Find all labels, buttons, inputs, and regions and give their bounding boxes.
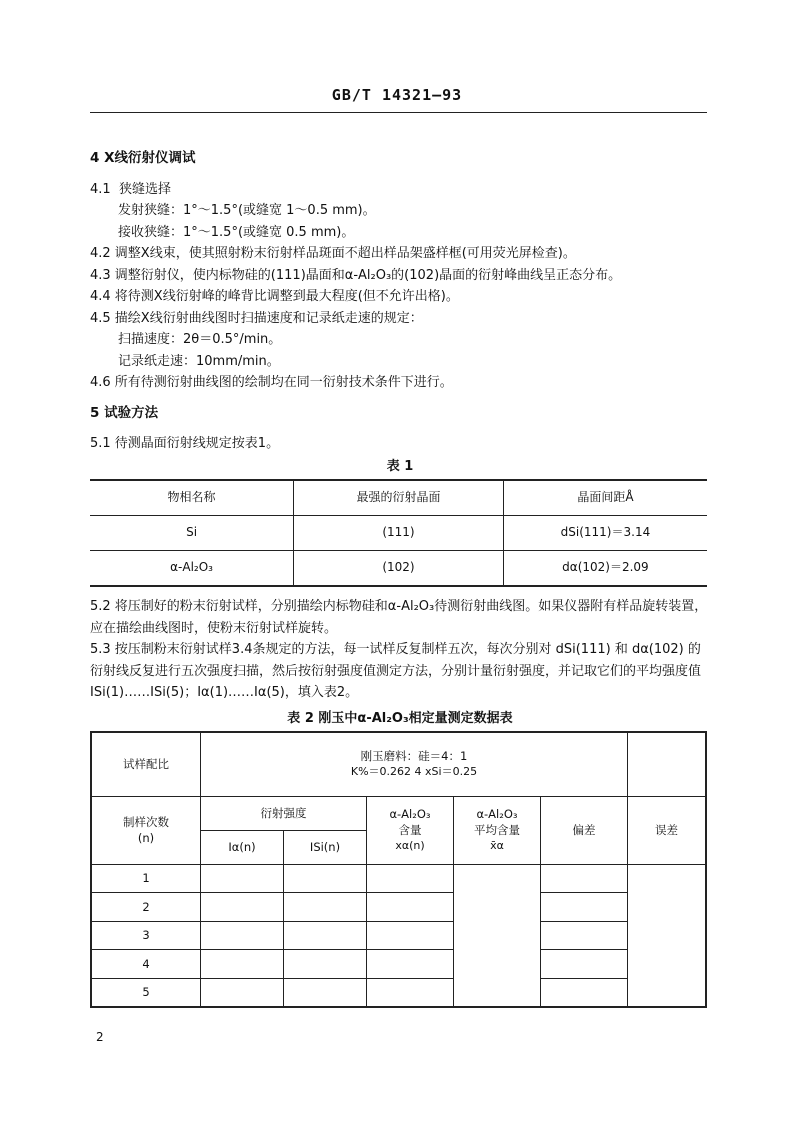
clause-4-5-line2: 记录纸走速：10mm/min。 [118,353,280,369]
table-row [91,978,706,1007]
table-2-row-number: 5 [91,978,201,1007]
table-2-content-label: α-Al₂O₃ [389,807,431,821]
table-cell [367,950,454,979]
table-2-ratio-value [201,732,628,796]
table-1-header-cell: 晶面间距Å [503,480,707,516]
clause-4-5-line1: 扫描速度：2θ＝0.5°/min。 [118,332,282,347]
table-2-header-row-1 [91,796,706,830]
table-2-avg-sub: 平均含量 [474,823,520,837]
table-cell: α-Al₂O₃ [170,560,213,575]
clause-4-5: 4.5 描绘X线衍射曲线图时扫描速度和记录纸走速的规定： [90,310,423,326]
table-2-content-var: xα(n) [395,839,425,852]
table-2-row-number: 4 [91,950,201,979]
table-1 [90,479,707,587]
table-cell [541,893,628,922]
document-body [90,148,710,1008]
table-2-deviation-header: 偏差 [541,796,628,864]
table-cell: dα(102)＝2.09 [503,551,707,587]
table-cell [284,864,367,893]
clause-4-1-text: 狭缝选择 [118,181,171,197]
table-row [91,893,706,922]
table-row [90,551,707,587]
clause-4-1 [90,179,710,201]
table-cell [541,950,628,979]
clause-4-4: 4.4 将待测X线衍射峰的峰背比调整到最大程度(但不允许出格)。 [90,289,459,304]
table-1-header-cell: 最强的衍射晶面 [294,480,504,516]
table-cell [284,978,367,1007]
table-2-ratio-line2: K%＝0.262 4 xSi＝0.25 [350,765,478,779]
table-2-row-number: 1 [91,864,201,893]
table-row [91,921,706,950]
table-cell: (102) [294,551,504,587]
clause-4-2: 4.2 调整X线束，使其照射粉末衍射样品斑面不超出样品架盛样框(可用荧光屏检查)。 [90,246,576,261]
table-2-empty-cell [628,732,707,796]
table-2-row-number: 3 [91,921,201,950]
clause-4-3: 4.3 调整衍射仪，使内标物硅的(111)晶面和α-Al₂O₃的(102)晶面的衍射峰曲线呈正态分布。 [90,267,622,283]
table-cell: Si [90,516,294,551]
table-2-content-header [367,796,454,864]
table-cell [367,921,454,950]
table-2-error-header: 误差 [628,796,707,864]
table-2-i-alpha-header: Iα(n) [201,830,284,864]
table-cell [201,864,284,893]
table-cell [201,978,284,1007]
table-2-avg-header [454,796,541,864]
table-row [90,516,707,551]
table-2-ratio-line1: 刚玉磨料：硅＝4：1 [360,749,468,764]
table-2 [90,731,707,1008]
table-cell [541,921,628,950]
section-5-title: 5 试验方法 [90,404,159,421]
page-number: 2 [96,1030,104,1044]
table-2-caption: 表 2 刚玉中α-Al₂O₃相定量测定数据表 [287,710,513,726]
table-1-caption: 表 1 [386,458,414,474]
section-4-title: 4 X线衍射仪调试 [90,150,196,166]
table-2-content-sub: 含量 [398,823,422,837]
table-2-count-label: 制样次数 [123,815,169,829]
table-2-row-number: 2 [91,893,201,922]
table-row [91,864,706,893]
table-cell [284,921,367,950]
table-2-count-sub: (n) [137,831,155,845]
table-cell: (111) [294,516,504,551]
table-2-avg-var: x̄α [490,839,504,852]
table-cell [284,893,367,922]
clause-5-2: 5.2 将压制好的粉末衍射试样，分别描绘内标物硅和α-Al₂O₃待测衍射曲线图。如果仪器附有样品旋转装置，应在描绘曲线图时，使粉末衍射试样旋转。 [90,599,708,636]
table-cell: dSi(111)＝3.14 [503,516,707,551]
clause-4-6: 4.6 所有待测衍射曲线图的绘制均在同一衍射技术条件下进行。 [90,375,453,390]
table-cell [541,978,628,1007]
table-2-intensity-header: 衍射强度 [201,796,367,830]
table-1-header-row [90,480,707,516]
table-cell [367,864,454,893]
table-cell [367,978,454,1007]
table-row [91,950,706,979]
header-divider [90,112,707,113]
table-cell [284,950,367,979]
clause-5-3: 5.3 按压制粉末衍射试样3.4条规定的方法，每一试样反复制样五次，每次分别对 dSi(111) 和 dα(102) 的衍射线反复进行五次强度扫描，然后按衍射强度值测定方法，分别计量衍射强度，并记取它们的平均强度值 ISi(1)……ISi(5)；Iα(1)……Iα(5)，填入表2。 [90,642,702,700]
clause-4-1-num: 4.1 [90,181,111,197]
table-2-avg-label: α-Al₂O₃ [476,807,518,821]
document-header: GB/T 14321—93 [331,86,463,104]
table-cell [541,864,628,893]
table-2-count-header [91,796,201,864]
table-2-avg-merged-cell [454,864,541,1007]
table-2-i-si-header: ISi(n) [284,830,367,864]
clause-4-1-line2: 接收狭缝：1°～1.5°(或缝宽 0.5 mm)。 [118,224,355,240]
clause-4-1-line1: 发射狭缝：1°～1.5°(或缝宽 1～0.5 mm)。 [118,203,376,218]
table-cell [201,893,284,922]
table-cell [367,893,454,922]
table-cell [201,950,284,979]
table-2-ratio-label: 试样配比 [91,732,201,796]
clause-5-1: 5.1 待测晶面衍射线规定按表1。 [90,436,280,451]
table-2-ratio-row [91,732,706,796]
table-2-error-merged-cell [628,864,707,1007]
table-1-header-cell: 物相名称 [90,480,294,516]
table-cell [201,921,284,950]
